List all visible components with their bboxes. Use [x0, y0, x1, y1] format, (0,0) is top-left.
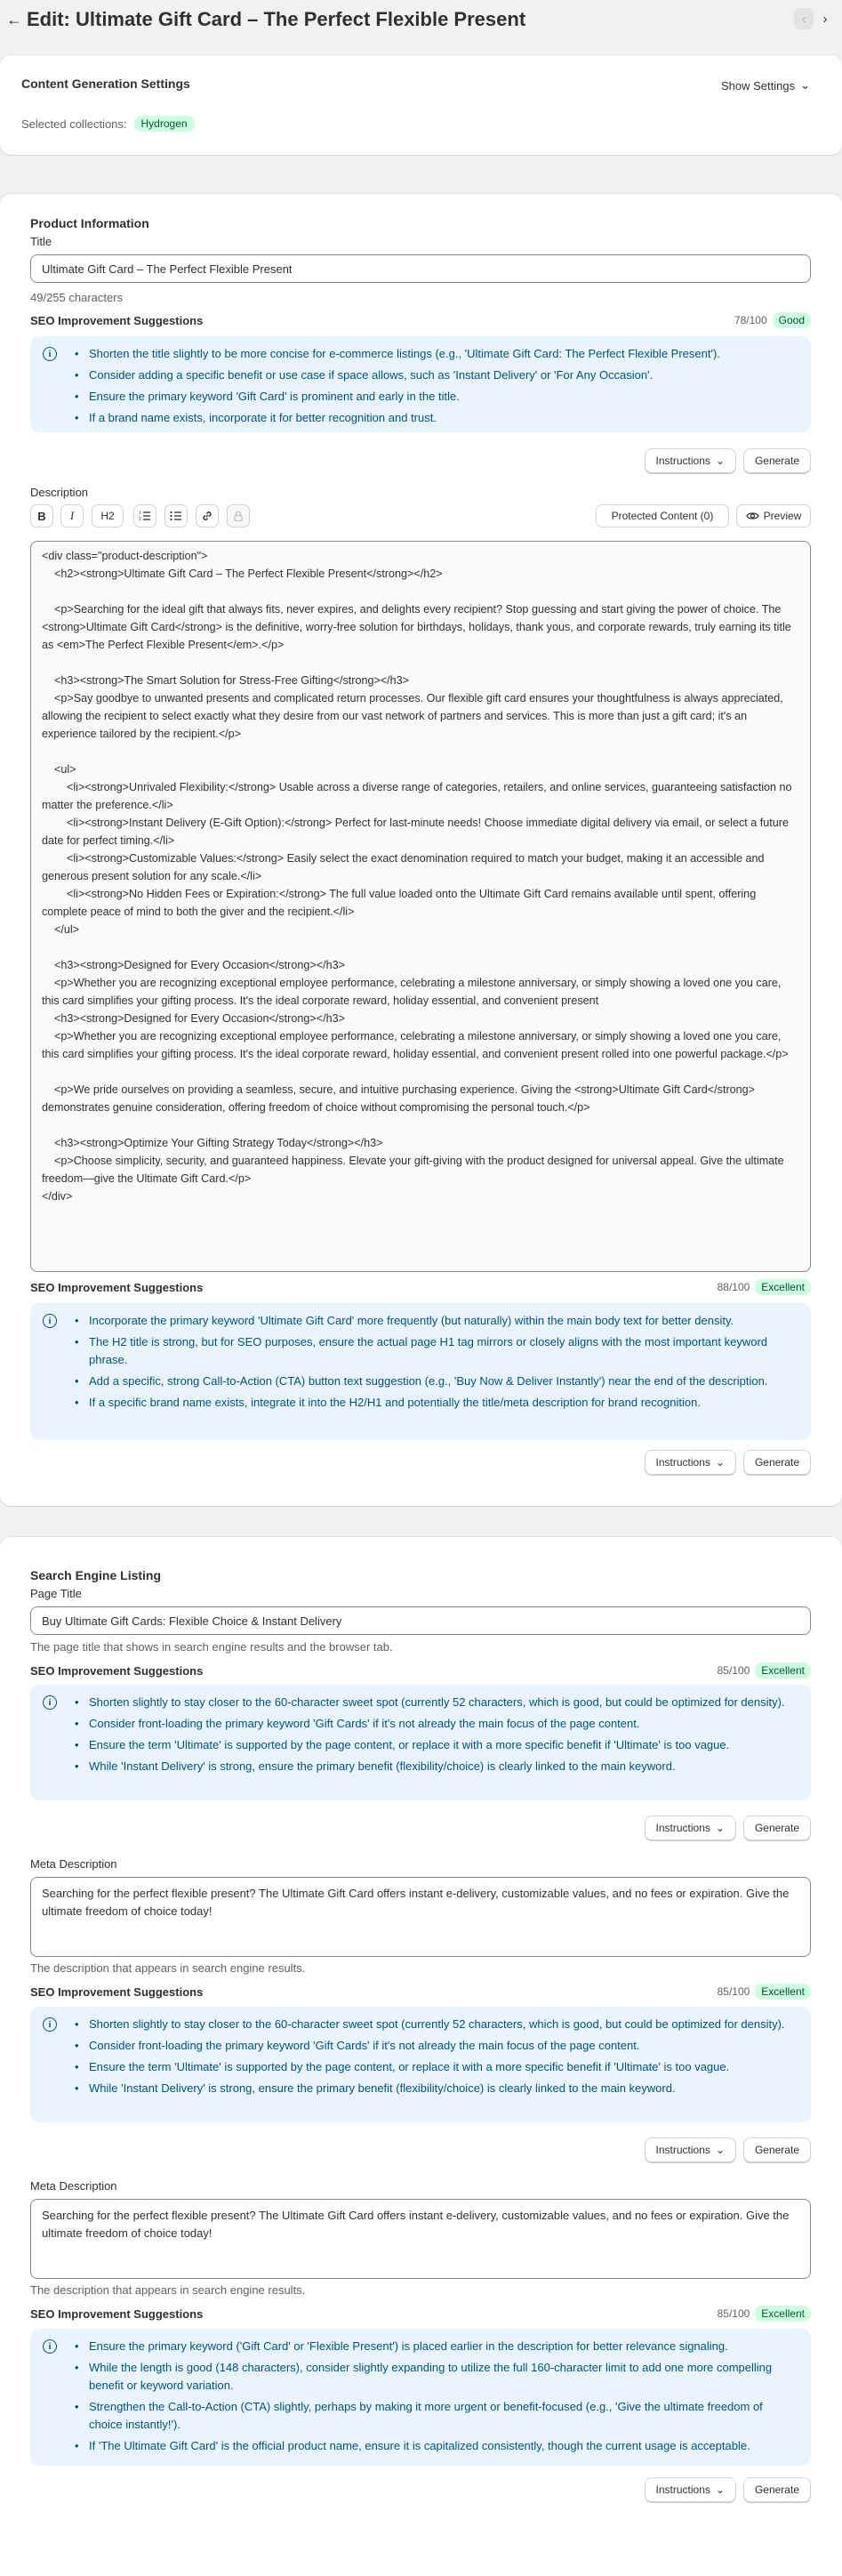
- instructions-label: Instructions: [655, 1456, 710, 1469]
- list-item: • Ensure the term 'Ultimate' is supported by the page content, or replace it with a more specific benefit if 'Ultimate' is too vague.: [73, 2058, 785, 2076]
- seo-title-header: [30, 311, 811, 329]
- selected-collections: [21, 116, 195, 132]
- pager: [794, 8, 835, 29]
- code-line: <li><strong>Instant Delivery (E-Gift Option):</strong> Perfect for last-minute needs! Choose immediate digital delivery via email, or select a future date for perfect timing.</li>: [42, 817, 792, 847]
- code-line: <p>Searching for the ideal gift that always fits, never expires, and delights every recipient? Stop guessing and start giving the power of choice. The <strong>Ultimate Gift Card</strong> is the definitive, worry-free solution for birthdays, holidays, thank yous, and corporate rewards, truly earning its title as <em>The Perfect Flexible Present</em>.</p>: [42, 603, 795, 651]
- code-line: <h3><strong>Designed for Every Occasion</strong></h3>: [42, 1012, 345, 1025]
- generate-button[interactable]: Generate: [743, 2137, 811, 2162]
- code-line: <p>Whether you are recognizing exceptional employee performance, celebrating a milestone anniversary, or simply showing a loved one you care, this card simplifies your gifting process. It's the ideal corporate reward, holiday essential, and convenient present: [42, 977, 784, 1007]
- info-icon: i: [43, 1695, 57, 1710]
- seo-page-title-rating: Excellent: [755, 1662, 811, 1678]
- collection-badge: Hydrogen: [134, 116, 195, 132]
- preview-label: Preview: [763, 510, 802, 522]
- code-line: <p>Whether you are recognizing exceptional employee performance, celebrating a milestone anniversary, or simply showing a loved one you care, this card simplifies your gifting process. It's the ideal corporate reward, holiday essential, and convenient present rolled into one powerful package.</p>: [42, 1030, 789, 1060]
- list-item: • While 'Instant Delivery' is strong, ensure the primary benefit (flexibility/choice) is clearly linked to the main keyword.: [73, 1758, 785, 1775]
- show-settings-label: Show Settings: [720, 78, 796, 93]
- italic-button[interactable]: I: [60, 504, 84, 527]
- seo-meta-label: SEO Improvement Suggestions: [30, 2306, 204, 2321]
- list-item: • Ensure the primary keyword ('Gift Card' or 'Flexible Present') is placed earlier in the description for better relevance signaling.: [73, 2338, 798, 2355]
- list-item: • While the length is good (148 characters), consider slightly expanding to utilize the full 160-character limit to add one more compelling benefit or keyword variation.: [73, 2359, 798, 2395]
- meta-description-input[interactable]: Searching for the perfect flexible present? The Ultimate Gift Card offers instant e-delivery, customizable values, and no fees or expiration. Give the ultimate freedom of choice today!: [30, 2199, 811, 2279]
- bold-button[interactable]: B: [30, 504, 53, 527]
- seo-description-header: [30, 1278, 811, 1296]
- list-item: • Ensure the primary keyword 'Gift Card' is prominent and early in the title.: [73, 388, 720, 406]
- instructions-button[interactable]: [645, 448, 736, 473]
- code-line: <p>Say goodbye to unwanted presents and complicated return processes. Our flexible gift card ensures your thoughtfulness is always appreciated, allowing the recipient to select exactly what they desire from our vast network of partners and services. This is more than just a gift card; it's an experience tailored by the recipient.</p>: [42, 692, 787, 740]
- meta-actions: [645, 2477, 811, 2502]
- instructions-label: Instructions: [655, 2144, 710, 2156]
- description-html-editor[interactable]: [30, 541, 811, 1272]
- page-title-label: Page Title: [30, 1587, 82, 1600]
- seo-meta-suggestions: [30, 2329, 811, 2466]
- instructions-button[interactable]: [645, 2477, 736, 2502]
- page-title-help: The page title that shows in search engine results and the browser tab.: [30, 1640, 393, 1654]
- info-icon: i: [43, 2017, 57, 2032]
- title-input[interactable]: Ultimate Gift Card – The Perfect Flexible Present: [30, 254, 811, 283]
- seo-page-title-score: 85/100: [717, 1664, 750, 1677]
- code-line: <h3><strong>Optimize Your Gifting Strategy Today</strong></h3>: [42, 1137, 383, 1149]
- generate-button[interactable]: Generate: [743, 448, 811, 473]
- instructions-label: Instructions: [655, 2483, 710, 2496]
- meta-description-help: The description that appears in search engine results.: [30, 1961, 306, 1975]
- list-item: • While 'Instant Delivery' is strong, ensure the primary benefit (flexibility/choice) is clearly linked to the main keyword.: [73, 2080, 785, 2097]
- chevron-down-icon: ⌄: [715, 2144, 725, 2156]
- list-item: • Strengthen the Call-to-Action (CTA) slightly, perhaps by making it more urgent or benefit-focused (e.g., 'Give the ultimate freedom of choice instantly!').: [73, 2398, 798, 2434]
- editor-toolbar: [30, 504, 811, 529]
- link-icon[interactable]: [196, 504, 219, 527]
- chevron-right-icon[interactable]: ›: [822, 11, 828, 27]
- list-item: • Shorten the title slightly to be more concise for e-commerce listings (e.g., 'Ultimate Gift Card: The Perfect Flexible Present').: [73, 345, 720, 363]
- list-item: • Consider front-loading the primary keyword 'Gift Cards' if it's not already the main focus of the page content.: [73, 2037, 785, 2055]
- meta-description-help: The description that appears in search engine results.: [30, 2283, 306, 2297]
- seo-meta-score: 85/100: [717, 1985, 750, 1998]
- seo-meta-rating: Excellent: [755, 2306, 811, 2322]
- chevron-down-icon: ⌄: [715, 455, 725, 467]
- title-actions: [645, 448, 811, 473]
- product-section-title: Product Information: [30, 216, 149, 230]
- info-icon: i: [43, 2339, 57, 2354]
- code-line: <h3><strong>The Smart Solution for Stress-Free Gifting</strong></h3>: [42, 674, 410, 687]
- seo-title-score: 78/100: [734, 314, 767, 326]
- description-actions: [645, 1450, 811, 1475]
- list-item: • If a specific brand name exists, integrate it into the H2/H1 and potentially the title/meta description for brand recognition.: [73, 1394, 798, 1412]
- seo-meta-score: 85/100: [717, 2307, 750, 2320]
- instructions-label: Instructions: [655, 455, 710, 467]
- generate-button[interactable]: Generate: [743, 1450, 811, 1475]
- back-arrow-icon[interactable]: ←: [6, 10, 22, 28]
- seo-description-score: 88/100: [717, 1281, 750, 1293]
- svg-text:2: 2: [139, 517, 141, 522]
- seo-meta-header: [30, 2305, 811, 2322]
- seo-meta-rating: Excellent: [755, 1984, 811, 2000]
- title-label: Title: [30, 235, 52, 248]
- code-line: <ul>: [42, 763, 76, 776]
- code-line: <li><strong>Customizable Values:</strong> Easily select the exact denomination required to match your budget, making it an accessible and generous present solution for any scale.</li>: [42, 852, 768, 882]
- code-line: </ul>: [42, 923, 80, 936]
- settings-title: Content Generation Settings: [21, 76, 190, 91]
- chevron-down-icon: ⌄: [800, 78, 810, 92]
- title-char-count: 49/255 characters: [30, 291, 124, 304]
- instructions-button[interactable]: [645, 1815, 736, 1840]
- chevron-down-icon: ⌄: [715, 1822, 725, 1834]
- protected-content-button[interactable]: Protected Content (0): [596, 504, 729, 527]
- h2-button[interactable]: H2: [92, 504, 124, 527]
- chevron-down-icon: ⌄: [715, 2483, 725, 2496]
- seo-meta-header: [30, 1983, 811, 2000]
- seo-description-label: SEO Improvement Suggestions: [30, 1280, 204, 1294]
- bullet-list-icon[interactable]: [164, 504, 188, 527]
- list-item: • Consider adding a specific benefit or use case if space allows, such as 'Instant Delivery' or 'For Any Occasion'.: [73, 366, 720, 384]
- list-item: • Shorten slightly to stay closer to the 60-character sweet spot (currently 52 characters, which is good, but could be optimized for density).: [73, 2016, 785, 2033]
- page-title-actions: [645, 1815, 811, 1840]
- generate-button[interactable]: Generate: [743, 1815, 811, 1840]
- seo-meta-suggestions: [30, 2007, 811, 2122]
- seo-title-rating: Good: [773, 312, 811, 328]
- code-line: </div>: [42, 1190, 73, 1203]
- seo-page-title-header: [30, 1662, 811, 1679]
- list-item: • Incorporate the primary keyword 'Ultimate Gift Card' more frequently (but naturally) within the main body text for better density.: [73, 1312, 798, 1330]
- code-line: <h2><strong>Ultimate Gift Card – The Perfect Flexible Present</strong></h2>: [42, 568, 443, 580]
- svg-text:1: 1: [139, 511, 141, 516]
- seo-page-title-suggestions: [30, 1685, 811, 1800]
- list-item: • The H2 title is strong, but for SEO purposes, ensure the actual page H1 tag mirrors or closely aligns with the most important keyword phrase.: [73, 1333, 798, 1369]
- meta-description-label: Meta Description: [30, 1857, 117, 1871]
- code-line: <h3><strong>Designed for Every Occasion</strong></h3>: [42, 959, 345, 971]
- code-line: <p>Choose simplicity, security, and guaranteed happiness. Elevate your gift-giving with the product designed for universal appeal. Give the ultimate freedom—give the Ultimate Gift Card.</p>: [42, 1155, 788, 1185]
- list-item: • If 'The Ultimate Gift Card' is the official product name, ensure it is capitalized consistently, though the current usage is acceptable.: [73, 2437, 798, 2455]
- content-generation-settings-card: [0, 55, 842, 155]
- list-item: • Add a specific, strong Call-to-Action (CTA) button text suggestion (e.g., 'Buy Now & Deliver Instantly') near the end of the description.: [73, 1373, 798, 1390]
- seo-title-label: SEO Improvement Suggestions: [30, 313, 204, 327]
- list-item: • Consider front-loading the primary keyword 'Gift Cards' if it's not already the main focus of the page content.: [73, 1715, 785, 1733]
- top-bar: [0, 0, 842, 39]
- code-line: <p>We pride ourselves on providing a seamless, secure, and intuitive purchasing experience. Giving the <strong>Ultimate Gift Card</strong> demonstrates genuine consideration, offering freedom of choice without compromising the personal touch.</p>: [42, 1083, 758, 1114]
- list-item: • If a brand name exists, incorporate it for better recognition and trust.: [73, 409, 720, 427]
- page-title: Edit: Ultimate Gift Card – The Perfect Flexible Present: [27, 8, 526, 30]
- lock-icon[interactable]: [227, 504, 250, 527]
- list-item: • Shorten slightly to stay closer to the 60-character sweet spot (currently 52 characters, which is good, but could be optimized for density).: [73, 1694, 785, 1711]
- show-settings-toggle[interactable]: [721, 78, 810, 93]
- search-section-title: Search Engine Listing: [30, 1568, 162, 1582]
- info-icon: i: [43, 1314, 57, 1328]
- page-title-input[interactable]: Buy Ultimate Gift Cards: Flexible Choice & Instant Delivery: [30, 1606, 811, 1635]
- instructions-label: Instructions: [655, 1822, 710, 1834]
- meta-description-label: Meta Description: [30, 2179, 117, 2193]
- seo-title-suggestions: [30, 336, 811, 432]
- chevron-left-icon[interactable]: ‹: [794, 8, 814, 29]
- description-label: Description: [30, 486, 89, 499]
- instructions-button[interactable]: [645, 2137, 736, 2162]
- generate-button[interactable]: Generate: [743, 2477, 811, 2502]
- info-icon: i: [43, 347, 57, 361]
- meta-description-input[interactable]: Searching for the perfect flexible present? The Ultimate Gift Card offers instant e-delivery, customizable values, and no fees or expiration. Give the ultimate freedom of choice today!: [30, 1877, 811, 1957]
- seo-description-suggestions: [30, 1303, 811, 1440]
- seo-description-rating: Excellent: [755, 1279, 811, 1295]
- seo-meta-label: SEO Improvement Suggestions: [30, 1984, 204, 1999]
- preview-button[interactable]: [736, 504, 811, 527]
- chevron-down-icon: ⌄: [715, 1456, 725, 1469]
- eye-icon: [746, 511, 759, 521]
- meta-actions: [645, 2137, 811, 2162]
- seo-page-title-label: SEO Improvement Suggestions: [30, 1663, 204, 1678]
- code-line: <li><strong>No Hidden Fees or Expiration:</strong> The full value loaded onto the Ultimate Gift Card remains available until spent, offering complete peace of mind to both the giver and the recipient.</li>: [42, 888, 759, 918]
- collections-label: Selected collections:: [21, 117, 127, 131]
- code-line: <li><strong>Unrivaled Flexibility:</strong> Usable across a diverse range of categories, retailers, and online services, guaranteeing satisfaction no matter the preference.</li>: [42, 781, 796, 811]
- code-line: <div class="product-description">: [42, 550, 208, 562]
- instructions-button[interactable]: [645, 1450, 736, 1475]
- list-item: • Ensure the term 'Ultimate' is supported by the page content, or replace it with a more specific benefit if 'Ultimate' is too vague.: [73, 1736, 785, 1754]
- ordered-list-icon[interactable]: [133, 504, 156, 527]
